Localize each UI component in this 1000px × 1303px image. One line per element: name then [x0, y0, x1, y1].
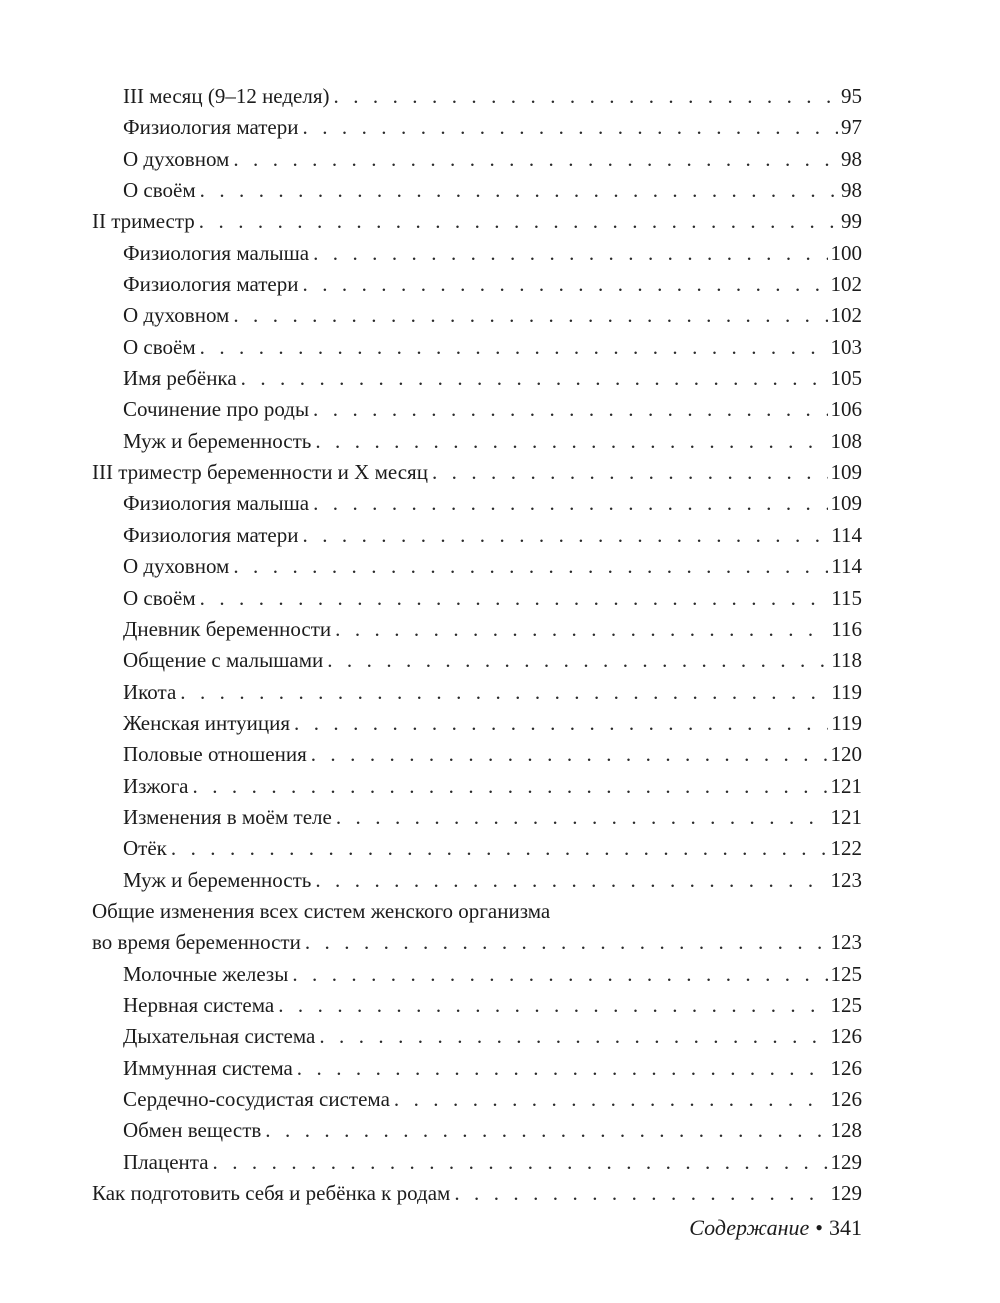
- toc-entry-page: 125: [830, 992, 862, 1017]
- toc-entry: [92, 990, 862, 1021]
- dot-leader: [305, 927, 828, 958]
- toc-entry: [92, 959, 862, 990]
- toc-entry: [92, 81, 862, 112]
- dot-leader: [336, 802, 828, 833]
- toc-entry: [92, 583, 862, 614]
- dot-leader: [432, 457, 828, 488]
- toc-entry: [92, 488, 862, 519]
- dot-leader: [327, 645, 828, 676]
- dot-leader: [200, 583, 829, 614]
- footer-section-title: Содержание: [689, 1215, 810, 1240]
- dot-leader: [297, 1053, 828, 1084]
- toc-entry: [92, 238, 862, 269]
- toc-entry-page: 122: [830, 836, 862, 861]
- toc-entry: [92, 363, 862, 394]
- toc-entry-page: 109: [830, 460, 862, 485]
- toc-entry-title: Как подготовить себя и ребёнка к родам: [92, 1181, 451, 1206]
- footer-separator: •: [815, 1215, 823, 1240]
- toc-entry-page: 118: [831, 648, 862, 673]
- toc-entry-page: 114: [831, 522, 862, 547]
- dot-leader: [213, 1147, 828, 1178]
- toc-entry: [92, 206, 862, 237]
- toc-entry: [92, 614, 862, 645]
- toc-entry-page: 115: [831, 585, 862, 610]
- toc-entry: [92, 426, 862, 457]
- toc-entry-title: Физиология малыша: [123, 491, 310, 516]
- dot-leader: [303, 520, 829, 551]
- dot-leader: [200, 332, 828, 363]
- toc-entry-page: 120: [830, 742, 862, 767]
- toc-entry-title: III месяц (9–12 неделя): [123, 84, 330, 108]
- toc-entry-page: 114: [831, 554, 862, 579]
- dot-leader: [292, 959, 827, 990]
- dot-leader: [303, 269, 828, 300]
- dot-leader: [315, 865, 827, 896]
- toc-entry-page: 121: [830, 773, 862, 798]
- toc-entry-page: 102: [830, 272, 862, 297]
- toc-entry-title: Иммунная система: [123, 1055, 293, 1080]
- dot-leader: [294, 708, 828, 739]
- toc-entry-title: О духовном: [123, 554, 230, 579]
- toc-entry: [92, 1115, 862, 1146]
- toc-entry-title: III триместр беременности и X месяц: [92, 460, 428, 485]
- toc-entry: [92, 551, 862, 582]
- toc-entry-title: Имя ребёнка: [123, 366, 237, 391]
- toc-entry-page: 97: [841, 115, 862, 140]
- toc-entry: [92, 833, 862, 864]
- toc-entry-title: Муж и беременность: [123, 867, 312, 892]
- toc-entry-page: 103: [830, 334, 862, 359]
- dot-leader: [303, 112, 839, 143]
- toc-entry: [92, 332, 862, 363]
- dot-leader: [199, 206, 838, 237]
- toc-entry-page: 99: [841, 209, 862, 234]
- toc-entry-title: О своём: [123, 334, 196, 359]
- toc-entry: [92, 144, 862, 175]
- toc-entry-page: 106: [830, 397, 862, 422]
- toc-entry: [92, 739, 862, 770]
- dot-leader: [200, 175, 838, 206]
- dot-leader: [311, 739, 828, 770]
- toc-entry-page: 98: [841, 178, 862, 203]
- toc-entry-title: Молочные железы: [123, 961, 289, 986]
- toc-entry-title: Физиология матери: [123, 115, 299, 140]
- toc-entry: [92, 708, 862, 739]
- toc-entry-page: 125: [830, 961, 862, 986]
- toc-entry-title: О духовном: [123, 146, 230, 171]
- toc-entry-title: Сочинение про роды: [123, 397, 310, 422]
- toc-entry-title: Нервная система: [123, 992, 275, 1017]
- toc-entry: [92, 300, 862, 331]
- toc-entry-page: 108: [830, 428, 862, 453]
- toc-entry-page: 126: [830, 1024, 862, 1049]
- toc-entry-page: 105: [830, 366, 862, 391]
- toc-entry: [92, 1147, 862, 1178]
- toc-entry: [92, 865, 862, 896]
- toc-entry: [92, 520, 862, 551]
- toc-entry-title: Женская интуиция: [123, 710, 290, 735]
- toc-entry-title: О своём: [123, 585, 196, 610]
- toc-entry-title: Общие изменения всех систем женского организма: [92, 898, 551, 923]
- toc-entry-page: 128: [830, 1118, 862, 1143]
- toc-entry: [92, 927, 862, 958]
- toc-entry: [92, 896, 862, 927]
- toc-entry-page: 129: [830, 1181, 862, 1206]
- toc-entry-title: Отёк: [123, 836, 167, 861]
- dot-leader: [313, 488, 827, 519]
- dot-leader: [335, 614, 828, 645]
- toc-entry: [92, 1021, 862, 1052]
- toc-entry: [92, 269, 862, 300]
- toc-entry: [92, 1053, 862, 1084]
- dot-leader: [313, 238, 827, 269]
- toc-entry-title: Обмен веществ: [123, 1118, 262, 1143]
- toc-entry-page: 121: [830, 804, 862, 829]
- toc-entry: [92, 802, 862, 833]
- toc-entry-title: Изжога: [123, 773, 189, 798]
- page-footer: [689, 1213, 862, 1243]
- dot-leader: [241, 363, 828, 394]
- toc-entry-title: Муж и беременность: [123, 428, 312, 453]
- dot-leader: [265, 1115, 827, 1146]
- toc-entry-title: Общение с малышами: [123, 648, 324, 673]
- toc-entry-title: Половые отношения: [123, 742, 307, 767]
- dot-leader: [315, 426, 827, 457]
- table-of-contents: [92, 81, 862, 1209]
- toc-entry: [92, 1178, 862, 1209]
- toc-entry: [92, 677, 862, 708]
- toc-entry-title: Дыхательная система: [123, 1024, 316, 1049]
- toc-entry-title: Физиология матери: [123, 272, 299, 297]
- toc-entry-title: Физиология матери: [123, 522, 299, 547]
- dot-leader: [394, 1084, 828, 1115]
- toc-entry-title: Плацента: [123, 1149, 209, 1174]
- dot-leader: [171, 833, 828, 864]
- toc-entry-title: Физиология малыша: [123, 240, 310, 265]
- toc-entry: [92, 1084, 862, 1115]
- toc-entry: [92, 645, 862, 676]
- toc-entry-page: 98: [841, 146, 862, 171]
- toc-entry-page: 109: [830, 491, 862, 516]
- dot-leader: [334, 81, 839, 112]
- toc-entry-title: О своём: [123, 178, 196, 203]
- toc-entry-page: 126: [830, 1087, 862, 1111]
- toc-entry-title: Дневник беременности: [123, 616, 332, 641]
- dot-leader: [233, 300, 827, 331]
- toc-entry: [92, 175, 862, 206]
- dot-leader: [319, 1021, 827, 1052]
- toc-entry: [92, 394, 862, 425]
- dot-leader: [233, 144, 838, 175]
- dot-leader: [180, 677, 828, 708]
- toc-entry-page: 119: [831, 679, 862, 704]
- toc-entry-page: 123: [830, 930, 862, 955]
- dot-leader: [233, 551, 828, 582]
- toc-entry-page: 129: [830, 1149, 862, 1174]
- page-number: 341: [829, 1215, 862, 1240]
- toc-entry-page: 116: [831, 616, 862, 641]
- toc-entry-title: II триместр: [92, 209, 195, 234]
- toc-entry-title: Сердечно-сосудистая система: [123, 1087, 390, 1111]
- toc-entry-page: 102: [830, 303, 862, 328]
- toc-entry-title: во время беременности: [92, 930, 301, 955]
- toc-entry-page: 126: [830, 1055, 862, 1080]
- toc-entry-page: 100: [830, 240, 862, 265]
- dot-leader: [313, 394, 827, 425]
- toc-entry: [92, 771, 862, 802]
- dot-leader: [193, 771, 828, 802]
- toc-entry-title: Икота: [123, 679, 177, 704]
- toc-entry-page: 123: [830, 867, 862, 892]
- toc-entry-page: 95: [841, 84, 862, 108]
- dot-leader: [454, 1178, 827, 1209]
- toc-entry: [92, 457, 862, 488]
- dot-leader: [278, 990, 827, 1021]
- toc-entry-page: 119: [831, 710, 862, 735]
- toc-entry-title: Изменения в моём теле: [123, 804, 332, 829]
- toc-entry: [92, 112, 862, 143]
- toc-entry-title: О духовном: [123, 303, 230, 328]
